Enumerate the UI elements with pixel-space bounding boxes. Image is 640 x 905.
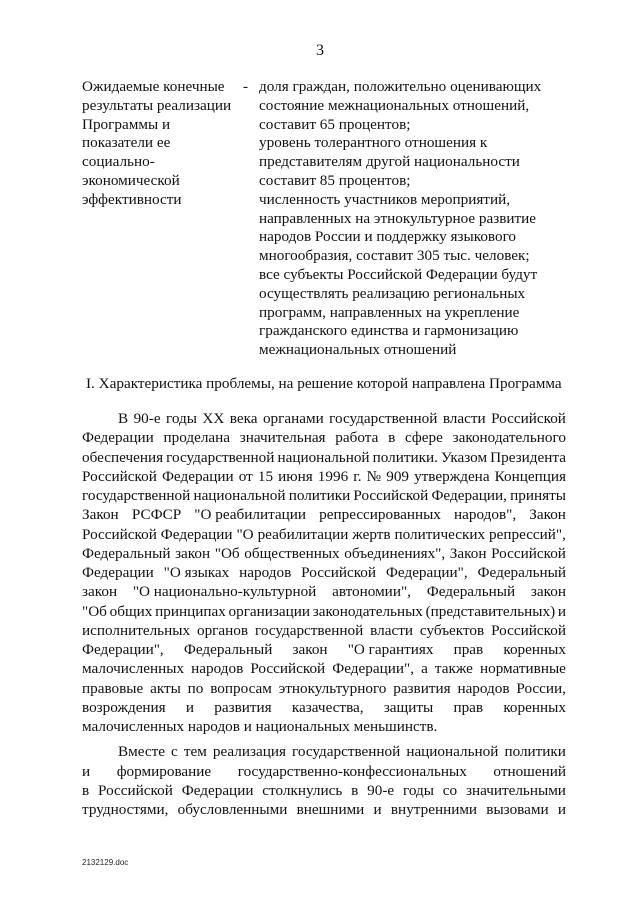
results-text-line: многообразия, составит 305 тыс. человек; xyxy=(259,247,530,265)
paragraph-line xyxy=(82,505,566,524)
results-label xyxy=(82,78,242,210)
body-text xyxy=(82,409,566,819)
word: политики. xyxy=(372,448,438,466)
word: Российской xyxy=(82,467,157,485)
paragraph-line xyxy=(82,621,566,640)
word: национальной xyxy=(193,487,286,504)
word: политики xyxy=(504,743,566,761)
word: коренных xyxy=(503,641,566,658)
word: от xyxy=(238,467,253,485)
word: Федерации", xyxy=(385,564,468,581)
word: Российской xyxy=(491,410,566,427)
word: органов xyxy=(196,621,249,639)
word: Федерации", xyxy=(82,641,164,658)
word: Федерации xyxy=(82,564,154,581)
word: народов xyxy=(457,679,510,697)
word: внутренними xyxy=(390,801,478,818)
word: вопросам xyxy=(210,679,272,697)
word: организации xyxy=(228,602,311,620)
word: автономии", xyxy=(332,583,411,601)
word: сфере xyxy=(405,429,443,447)
word: народов xyxy=(239,564,292,581)
word: "О xyxy=(236,525,254,543)
word: со xyxy=(442,781,458,799)
word: (представительных) xyxy=(425,602,556,620)
section-heading: I. Характеристика проблемы, на решение которой направлена Программа xyxy=(86,375,562,392)
paragraph-line xyxy=(82,742,566,761)
word: власти xyxy=(442,410,486,427)
word: политических xyxy=(394,525,486,543)
word: Российской xyxy=(353,487,429,504)
word: развития xyxy=(393,679,451,697)
results-text xyxy=(259,78,579,360)
word: России, xyxy=(516,679,566,697)
word: закон xyxy=(530,583,566,601)
results-label-line: результаты реализации xyxy=(82,96,232,114)
word: работа xyxy=(335,429,379,447)
word: принципах xyxy=(155,602,226,620)
paragraph-line xyxy=(82,448,566,467)
paragraph-line xyxy=(82,563,566,582)
word: и xyxy=(373,801,382,818)
word: а xyxy=(421,660,428,678)
word: Федерации xyxy=(161,467,234,485)
paragraph-line xyxy=(82,762,566,781)
paragraph-line xyxy=(82,486,566,505)
results-label-line: Ожидаемые конечные xyxy=(82,78,225,95)
results-text-line: межнациональных отношений xyxy=(259,341,457,359)
word: Федерации, xyxy=(431,487,507,504)
word: коренных xyxy=(503,698,566,716)
word: Российской xyxy=(98,781,173,799)
results-text-line: численность участников мероприятий, xyxy=(259,190,510,208)
results-label-line: социально- xyxy=(82,153,155,171)
word: жертв xyxy=(352,525,391,543)
results-dash: - xyxy=(243,78,249,95)
word: 90-е xyxy=(367,781,395,799)
word: внешними xyxy=(296,801,365,818)
word: утверждена xyxy=(414,467,490,485)
word: № xyxy=(366,467,382,485)
word: "Об xyxy=(82,602,107,620)
word: общих xyxy=(109,602,153,620)
word: 1996 xyxy=(317,467,349,485)
word: возрождения xyxy=(82,698,166,716)
word: трудностями, xyxy=(82,801,169,818)
results-text-line: представителям другой национальности xyxy=(259,153,520,171)
word: государственной xyxy=(82,487,191,504)
paragraph-line xyxy=(82,409,566,428)
word: политики xyxy=(288,487,351,504)
word: развития xyxy=(214,698,272,716)
word: также xyxy=(434,660,473,678)
word: в xyxy=(388,429,396,447)
paragraph-line xyxy=(82,679,566,698)
word: репрессированных xyxy=(319,506,441,524)
word: Российской xyxy=(491,621,566,639)
results-text-line: программ, направленных на укрепление xyxy=(259,303,520,321)
word: закон xyxy=(82,583,118,601)
word: 90-е xyxy=(133,410,161,427)
word: и xyxy=(82,762,91,780)
word: Федерации xyxy=(82,429,154,447)
word: и xyxy=(185,698,195,716)
word: формирование xyxy=(116,762,212,780)
paragraph-line xyxy=(82,800,566,819)
word: Вместе xyxy=(118,743,165,761)
word: защиты xyxy=(383,698,434,716)
word: национальной xyxy=(406,743,499,761)
word: в xyxy=(351,781,359,799)
word: прав xyxy=(453,641,484,658)
results-text-line: уровень толерантного отношения к xyxy=(259,134,488,152)
word: органами xyxy=(262,410,324,427)
results-text-line: состояние межнациональных отношений, xyxy=(259,96,530,114)
word: Российской xyxy=(250,660,326,678)
word: Указом xyxy=(440,448,488,466)
word: г. xyxy=(353,467,362,485)
word: по xyxy=(187,679,204,697)
word: государственной xyxy=(166,448,275,466)
word: исполнительных xyxy=(82,621,191,639)
results-text-line: все субъекты Российской Федерации будут xyxy=(259,265,538,283)
word: Федерации xyxy=(181,781,254,799)
word: Федеральный xyxy=(82,544,171,562)
results-label-line: Программы и xyxy=(82,115,171,133)
word: законодательных xyxy=(312,602,423,620)
results-text-line: народов России и поддержку языкового xyxy=(259,228,517,246)
word: малочисленных xyxy=(82,660,185,678)
paragraph-line xyxy=(82,781,566,800)
word: в xyxy=(82,781,90,799)
word: обеспечения xyxy=(82,448,164,466)
word: РСФСР xyxy=(131,506,182,524)
word: Закон xyxy=(449,544,487,562)
word: Концепция xyxy=(494,467,566,485)
word: 15 xyxy=(257,467,274,485)
paragraph-line xyxy=(82,659,566,678)
word: общественных xyxy=(244,544,340,562)
word: реализация xyxy=(212,743,286,761)
results-text-line: осуществлять реализацию региональных xyxy=(259,284,526,302)
file-footer: 2132129.doc xyxy=(82,858,129,867)
paragraph-line xyxy=(82,698,566,717)
word: малочисленных народов и национальных меньшинств. xyxy=(82,718,438,735)
paragraph-line xyxy=(82,602,566,621)
word: "О языках xyxy=(163,564,230,581)
results-label-line: эффективности xyxy=(82,190,182,208)
page-number: 3 xyxy=(316,42,324,59)
word: закон xyxy=(292,641,328,658)
word: государственной xyxy=(292,743,401,761)
word: XX xyxy=(202,410,225,427)
word: законодательного xyxy=(452,429,566,447)
word: обусловленными xyxy=(177,801,288,818)
word: приняты xyxy=(510,487,566,504)
word: казачества, xyxy=(291,698,364,716)
word: власти xyxy=(370,621,413,639)
word: Президента xyxy=(490,448,566,466)
word: репрессий", xyxy=(489,525,566,543)
word: вызовами xyxy=(486,801,549,818)
word: "О национально-культурной xyxy=(132,583,317,601)
word: значительная xyxy=(239,429,326,447)
word: объединениях", xyxy=(344,544,446,562)
paragraph-line xyxy=(82,544,566,563)
results-text-line: гражданского единства и гармонизацию xyxy=(259,322,519,340)
word: народов", xyxy=(454,506,517,524)
word: прав xyxy=(453,698,484,716)
word: отношений xyxy=(493,762,566,780)
word: Федерации", xyxy=(332,660,414,678)
word: акты xyxy=(150,679,181,697)
paragraph-line xyxy=(82,467,566,486)
results-text-line: составит 85 процентов; xyxy=(259,171,411,189)
word: Федеральный xyxy=(426,583,516,601)
word: государственной xyxy=(254,621,364,639)
word: государственной xyxy=(329,410,438,427)
word: проделана xyxy=(163,429,231,447)
word: закон xyxy=(175,544,211,562)
word: Российской xyxy=(82,525,157,543)
paragraph-line xyxy=(82,717,566,736)
paragraph-line xyxy=(82,582,566,601)
results-label-line: показатели ее xyxy=(82,134,171,152)
results-text-line: доля граждан, положительно оценивающих xyxy=(259,78,542,95)
word: тем xyxy=(183,743,207,761)
word: и xyxy=(557,602,566,620)
word: годы xyxy=(166,410,197,427)
word: Российской xyxy=(491,544,566,562)
word: "О реабилитации xyxy=(194,506,307,524)
paragraph-line xyxy=(82,428,566,447)
word: годы xyxy=(402,781,434,799)
word: Федерации xyxy=(160,525,233,543)
word: и xyxy=(557,801,566,818)
word: правовые xyxy=(82,679,144,697)
word: реабилитации xyxy=(257,525,349,543)
word: Закон xyxy=(529,506,566,524)
word: июня xyxy=(278,467,313,485)
results-label-line: экономической xyxy=(82,171,180,189)
word: с xyxy=(171,743,178,761)
paragraph-line xyxy=(82,640,566,659)
word: этнокультурного xyxy=(278,679,387,697)
word: 909 xyxy=(386,467,409,485)
word: Российской xyxy=(301,564,377,581)
word: значительными xyxy=(465,781,566,799)
word: национальной xyxy=(277,448,370,466)
results-text-line: направленных на этнокультурное развитие xyxy=(259,209,537,227)
word: столкнулись xyxy=(262,781,343,799)
word: Федеральный xyxy=(477,564,566,581)
word: Закон xyxy=(82,506,119,524)
word: народов xyxy=(191,660,244,678)
word: государственно-конфессиональных xyxy=(237,762,467,780)
word: века xyxy=(229,410,258,427)
word: "Об xyxy=(214,544,240,562)
word: "О гарантиях xyxy=(347,641,434,658)
results-text-line: составит 65 процентов; xyxy=(259,115,411,133)
word: нормативные xyxy=(479,660,566,678)
paragraph-line xyxy=(82,525,566,544)
word: В xyxy=(118,410,129,427)
word: Федеральный xyxy=(183,641,273,658)
word: субъектов xyxy=(419,621,485,639)
